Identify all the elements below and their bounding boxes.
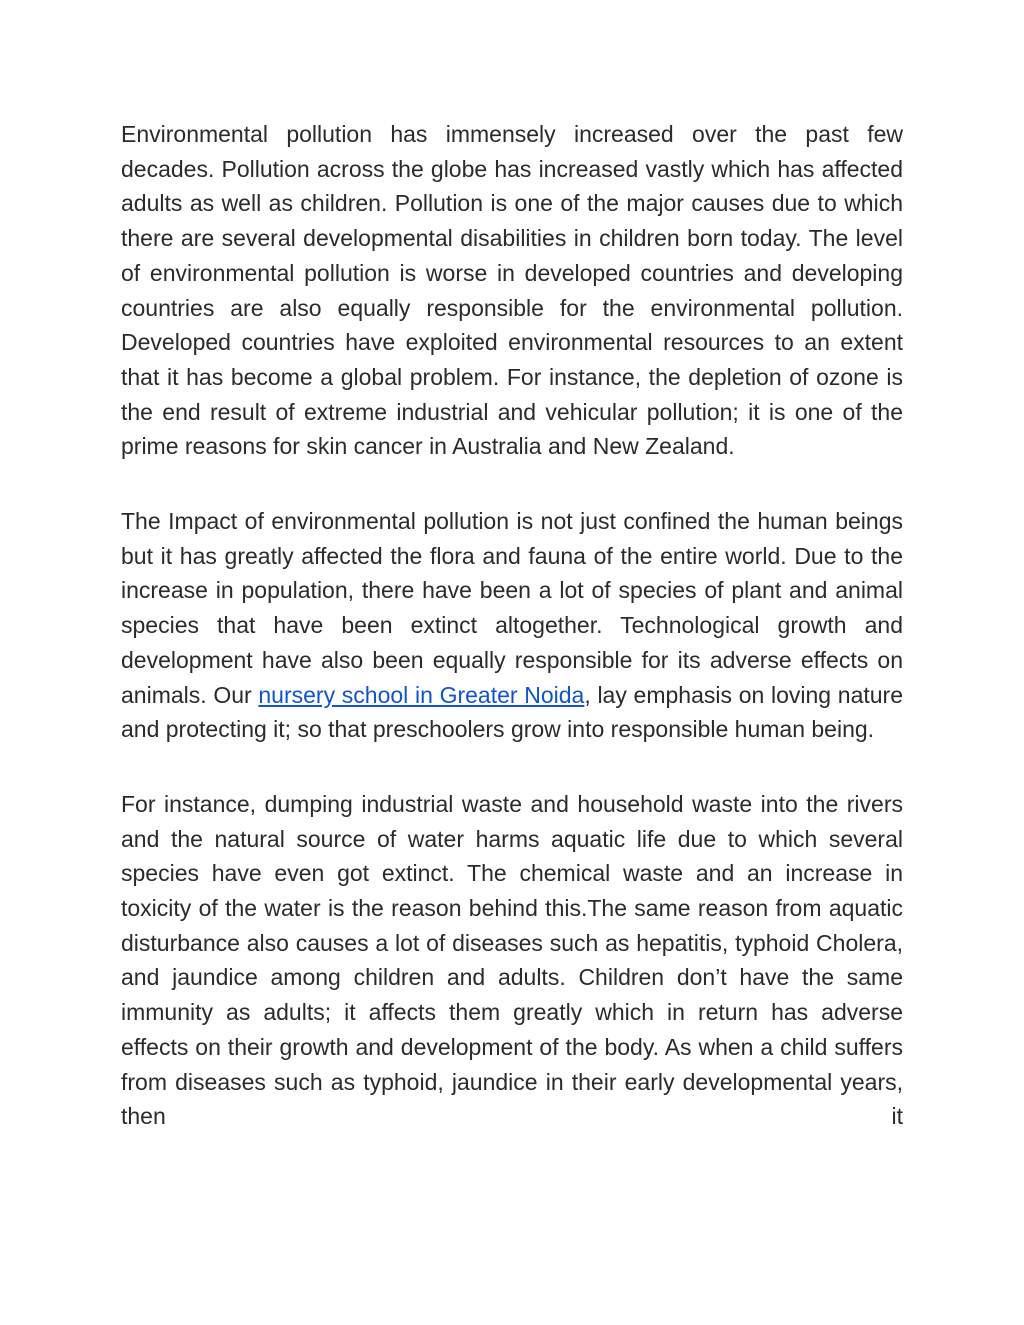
paragraph-3: For instance, dumping industrial waste and household waste into the rivers and the natural source of water harms aquatic life due to which several species have even got extinct. The chemical waste and an increase in toxicity of the water is the reason behind this.The same reason from aquatic disturbance also causes a lot of diseases such as hepatitis, typhoid Cholera, and jaundice among children and adults. Children don’t have the same immunity as adults; it affects them greatly which in return has adverse effects on their growth and development of the body. As when a child suffers from diseases such as typhoid, jaundice in their early developmental years, then it xyxy=(121,790,903,1130)
paragraph-2-text-before-link: The Impact of environmental pollution is not just confined the human beings but it has greatly affected the flora and fauna of the entire world. Due to the increase in population, there have been a lot of species of plant and animal species that have been extinct altogether. Technological growth and development have also been equally responsible for its adverse effects on animals. Our xyxy=(121,508,903,708)
paragraph-2 xyxy=(121,504,903,747)
paragraph-1: Environmental pollution has immensely increased over the past few decades. Pollution across the globe has increased vastly which has affected adults as well as children. Pollution is one of the major causes due to which there are several developmental disabilities in children born today. The level of environmental pollution is worse in developed countries and developing countries are also equally responsible for the environmental pollution. Developed countries have exploited environmental resources to an extent that it has become a global problem. For instance, the depletion of ozone is the end result of extreme industrial and vehicular pollution; it is one of the prime reasons for skin cancer in Australia and New Zealand. xyxy=(121,121,903,460)
document-body xyxy=(121,117,903,1174)
nursery-school-link[interactable]: nursery school in Greater Noida xyxy=(258,681,585,708)
paragraph-2-text-after-link: , lay emphasis on loving nature and protecting it; so that preschoolers grow into responsible human being. xyxy=(121,681,903,743)
